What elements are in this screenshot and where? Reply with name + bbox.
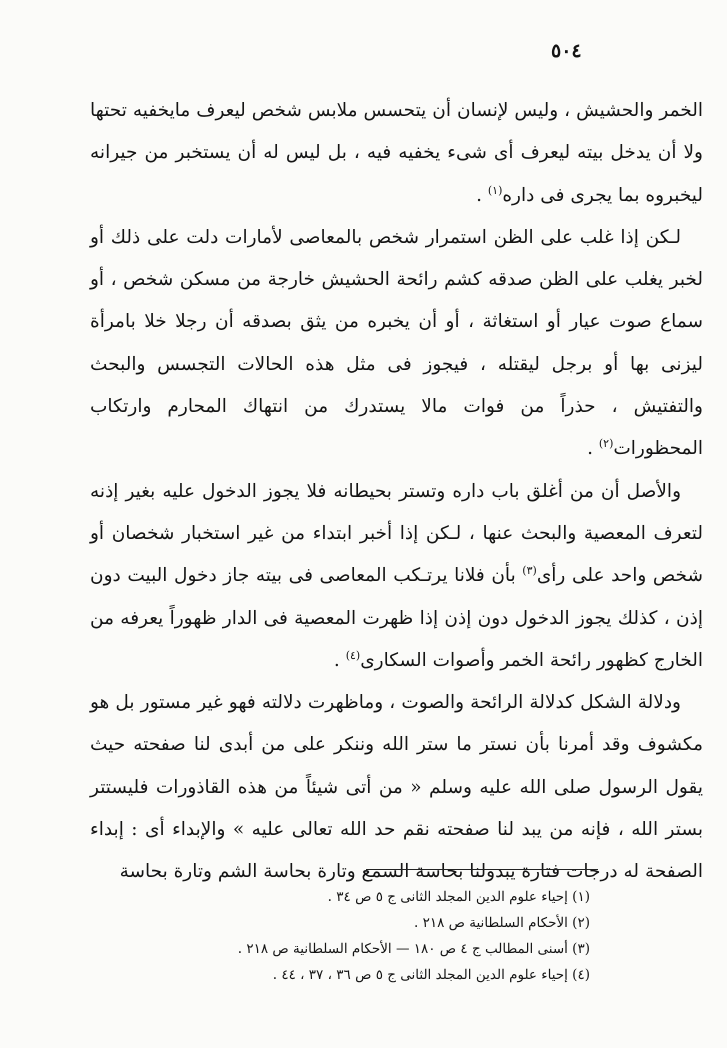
page-number: ٥٠٤ bbox=[551, 40, 582, 62]
footnotes bbox=[200, 884, 590, 988]
body-text bbox=[90, 90, 703, 894]
paragraph-end: . bbox=[587, 438, 593, 460]
paragraph-text: والأصل أن من أغلق باب داره وتستر بحيطانه فلا يجوز الدخول عليه بغير إذنه لتعرف المعصية والبحث عنها ، لـكن إذا أخبر ابتداء من غير استخبار شخصان أو شخص واحد على رأى bbox=[90, 480, 703, 587]
footnote-4: (٤) إحياء علوم الدين المجلد الثانى ج ٥ ص ٣٦ ، ٣٧ ، ٤٤ . bbox=[272, 967, 590, 983]
footnote-ref-1: (١) bbox=[487, 183, 503, 197]
footnote-separator bbox=[366, 869, 598, 870]
paragraph-text: الخمر والحشيش ، وليس لإنسان أن يتحسس ملابس شخص ليعرف مايخفيه تحتها ولا أن يدخل بيته ليعرف أى شىء يخفيه فيه ، بل ليس له أن يستخبر من جيرانه ليخبروه بما يجرى فى داره bbox=[90, 100, 703, 206]
footnote-1: (١) إحياء علوم الدين المجلد الثانى ج ٥ ص ٣٤ . bbox=[327, 889, 590, 905]
paragraph-4 bbox=[90, 682, 703, 893]
footnote-ref-4: (٤) bbox=[345, 648, 361, 662]
paragraph-1 bbox=[90, 90, 703, 217]
paragraph-text: بأن فلانا يرتـكب المعاصى فى بيته جاز دخول البيت دون إذن ، كذلك يجوز الدخول دون إذن إذا ظهرت المعصية فى الدار ظهوراً يعرفه من الخارج كظهور رائحة الخمر وأصوات السكارى bbox=[90, 565, 703, 671]
footnote-3: (٣) أسنى المطالب ج ٤ ص ١٨٠ — الأحكام السلطانية ص ٢١٨ . bbox=[237, 941, 590, 957]
paragraph-2 bbox=[90, 217, 703, 471]
paragraph-3 bbox=[90, 471, 703, 682]
paragraph-text: ودلالة الشكل كدلالة الرائحة والصوت ، وماظهرت دلالته فهو غير مستور بل هو مكشوف وقد أمرنا بأن نستر ما ستر الله وننكر على من أبدى لنا صفحته حيث يقول الرسول صلى الله عليه وسلم « من أتى شيئاً من هذه القاذورات فليستتر بستر الله ، فإنه من يبد لنا صفحته نقم حد الله تعالى عليه » والإبداء أى : إبداء الصفحة له درجات فتارة يبدولنا بحاسة السمع وتارة بحاسة الشم وتارة بحاسة bbox=[90, 692, 703, 883]
footnote-ref-3: (٣) bbox=[522, 564, 537, 578]
footnote-ref-2: (٢) bbox=[598, 437, 614, 451]
paragraph-text: لـكن إذا غلب على الظن استمرار شخص بالمعاصى لأمارات دلت على ذلك أو لخبر يغلب على الظن صدقه كشم رائحة الحشيش خارجة من مسكن شخص ، أو سماع صوت عيار أو استغاثة ، أو أن يخبره من يثق بصدقه أن رجلا خلا بامرأة ليزنى بها أو برجل ليقتله ، فيجوز فى مثل هذه الحالات التجسس والبحث والتفتيش ، حذراً من فوات مالا يستدرك من انتهاك المحارم وارتكاب المحظورات bbox=[90, 226, 703, 460]
paragraph-end: . bbox=[333, 649, 340, 671]
paragraph-end: . bbox=[476, 184, 482, 206]
footnote-2: (٢) الأحكام السلطانية ص ٢١٨ . bbox=[413, 915, 590, 931]
